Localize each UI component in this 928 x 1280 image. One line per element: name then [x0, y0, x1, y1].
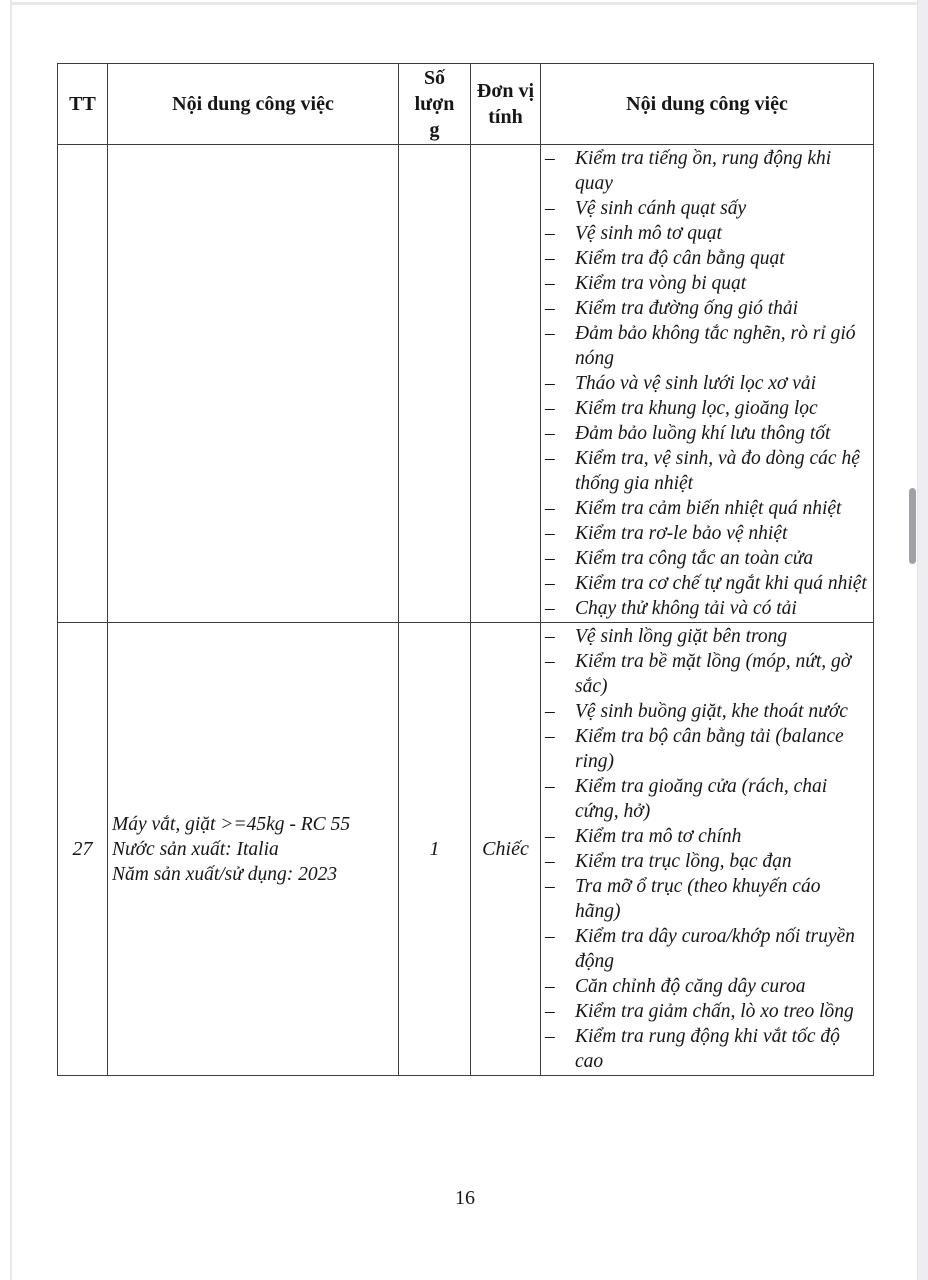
col-header-quantity: [399, 64, 471, 145]
task-item: [545, 446, 869, 496]
task-item: [545, 271, 869, 296]
text-line: Nước sản xuất: Italia: [112, 838, 279, 860]
task-item: [545, 724, 869, 774]
task-item: [545, 521, 869, 546]
task-text: Vệ sinh cánh quạt sấy: [575, 198, 747, 219]
dash-bullet-icon: –: [545, 498, 555, 519]
page-edge-top: [10, 2, 918, 5]
task-item: [545, 699, 869, 724]
task-text: Vệ sinh lồng giặt bên trong: [575, 626, 788, 647]
text-line: Năm sản xuất/sử dụng: 2023: [112, 863, 338, 885]
dash-bullet-icon: –: [545, 726, 555, 747]
task-item: [545, 649, 869, 699]
text-line: Số: [423, 67, 446, 89]
task-item: [545, 296, 869, 321]
col-header-work-content-detail: Nội dung công việc: [541, 64, 874, 145]
dash-bullet-icon: –: [545, 851, 555, 872]
cell-description: [108, 623, 399, 1076]
task-item: [545, 874, 869, 924]
cell-unit: Chiếc: [471, 623, 541, 1076]
page-edge-left: [10, 0, 12, 1280]
dash-bullet-icon: –: [545, 398, 555, 419]
scrollbar-thumb[interactable]: [909, 488, 916, 564]
task-text: Đảm bảo luồng khí lưu thông tốt: [575, 423, 831, 444]
dash-bullet-icon: –: [545, 876, 555, 897]
cell-tt: [58, 145, 108, 623]
task-text: Kiểm tra cơ chế tự ngắt khi quá nhiệt: [575, 573, 867, 594]
task-text: Kiểm tra đường ống gió thải: [575, 298, 799, 319]
dash-bullet-icon: –: [545, 448, 555, 469]
task-item: [545, 974, 869, 999]
dash-bullet-icon: –: [545, 776, 555, 797]
task-item: [545, 421, 869, 446]
task-text: Kiểm tra trục lồng, bạc đạn: [575, 851, 792, 872]
task-item: [545, 624, 869, 649]
cell-description: [108, 145, 399, 623]
maintenance-table: [57, 63, 874, 1076]
task-item: [545, 774, 869, 824]
task-item: [545, 146, 869, 196]
task-text: Tháo và vệ sinh lưới lọc xơ vải: [575, 373, 817, 394]
dash-bullet-icon: –: [545, 223, 555, 244]
cell-tt: 27: [58, 623, 108, 1076]
dash-bullet-icon: –: [545, 1001, 555, 1022]
task-item: [545, 596, 869, 621]
task-text: Kiểm tra mô tơ chính: [575, 826, 742, 847]
task-item: [545, 1024, 869, 1074]
dash-bullet-icon: –: [545, 826, 555, 847]
dash-bullet-icon: –: [545, 248, 555, 269]
dash-bullet-icon: –: [545, 626, 555, 647]
text-line: lượn: [414, 93, 455, 115]
task-text: Kiểm tra khung lọc, gioăng lọc: [575, 398, 818, 419]
task-item: [545, 246, 869, 271]
task-item: [545, 571, 869, 596]
cell-unit: [471, 145, 541, 623]
task-text: Kiểm tra gioăng cửa (rách, chai cứng, hở): [575, 776, 828, 822]
table-row: [58, 145, 874, 623]
task-text: Vệ sinh buồng giặt, khe thoát nước: [575, 701, 848, 722]
task-item: [545, 221, 869, 246]
col-header-tt: TT: [58, 64, 108, 145]
dash-bullet-icon: –: [545, 926, 555, 947]
task-text: Kiểm tra cảm biến nhiệt quá nhiệt: [575, 498, 842, 519]
task-text: Kiểm tra vòng bi quạt: [575, 273, 747, 294]
task-text: Kiểm tra bộ cân bằng tải (balance ring): [575, 726, 844, 772]
text-line: Máy vắt, giặt >=45kg - RC 55: [112, 813, 351, 835]
task-text: Kiểm tra bề mặt lồng (móp, nứt, gờ sắc): [575, 651, 852, 697]
col-header-work-content: Nội dung công việc: [108, 64, 399, 145]
dash-bullet-icon: –: [545, 598, 555, 619]
page-number: 16: [455, 1187, 475, 1209]
table-row: [58, 623, 874, 1076]
task-text: Đảm bảo không tắc nghẽn, rò rỉ gió nóng: [575, 323, 856, 369]
task-text: Chạy thử không tải và có tải: [575, 598, 797, 619]
col-header-unit: Đơn vị tính: [471, 64, 541, 145]
dash-bullet-icon: –: [545, 1026, 555, 1047]
dash-bullet-icon: –: [545, 298, 555, 319]
task-text: Kiểm tra dây curoa/khớp nối truyền động: [575, 926, 855, 972]
table-header-row: [58, 64, 874, 145]
dash-bullet-icon: –: [545, 523, 555, 544]
task-text: Kiểm tra rơ-le bảo vệ nhiệt: [575, 523, 788, 544]
dash-bullet-icon: –: [545, 323, 555, 344]
cell-task-list: [541, 145, 874, 623]
cell-quantity: [399, 145, 471, 623]
task-item: [545, 824, 869, 849]
task-text: Vệ sinh mô tơ quạt: [575, 223, 722, 244]
dash-bullet-icon: –: [545, 976, 555, 997]
task-text: Kiểm tra tiếng ồn, rung động khi quay: [575, 148, 832, 194]
dash-bullet-icon: –: [545, 198, 555, 219]
task-text: Kiểm tra công tắc an toàn cửa: [575, 548, 814, 569]
dash-bullet-icon: –: [545, 273, 555, 294]
task-item: [545, 999, 869, 1024]
scrollbar-track[interactable]: [917, 0, 928, 1280]
dash-bullet-icon: –: [545, 548, 555, 569]
task-item: [545, 546, 869, 571]
dash-bullet-icon: –: [545, 148, 555, 169]
dash-bullet-icon: –: [545, 373, 555, 394]
dash-bullet-icon: –: [545, 701, 555, 722]
dash-bullet-icon: –: [545, 573, 555, 594]
task-text: Kiểm tra, vệ sinh, và đo dòng các hệ thống gia nhiệt: [575, 448, 860, 494]
task-item: [545, 371, 869, 396]
task-text: Kiểm tra giảm chấn, lò xo treo lồng: [575, 1001, 854, 1022]
task-text: Tra mỡ ổ trục (theo khuyến cáo hãng): [575, 876, 821, 922]
cell-task-list: [541, 623, 874, 1076]
cell-quantity: 1: [399, 623, 471, 1076]
task-item: [545, 849, 869, 874]
task-text: Căn chỉnh độ căng dây curoa: [575, 976, 806, 997]
task-item: [545, 924, 869, 974]
text-line: g: [429, 119, 440, 141]
dash-bullet-icon: –: [545, 651, 555, 672]
task-item: [545, 321, 869, 371]
task-item: [545, 496, 869, 521]
task-text: Kiểm tra rung động khi vắt tốc độ cao: [575, 1026, 840, 1072]
dash-bullet-icon: –: [545, 423, 555, 444]
task-text: Kiểm tra độ cân bằng quạt: [575, 248, 785, 269]
task-item: [545, 396, 869, 421]
task-item: [545, 196, 869, 221]
